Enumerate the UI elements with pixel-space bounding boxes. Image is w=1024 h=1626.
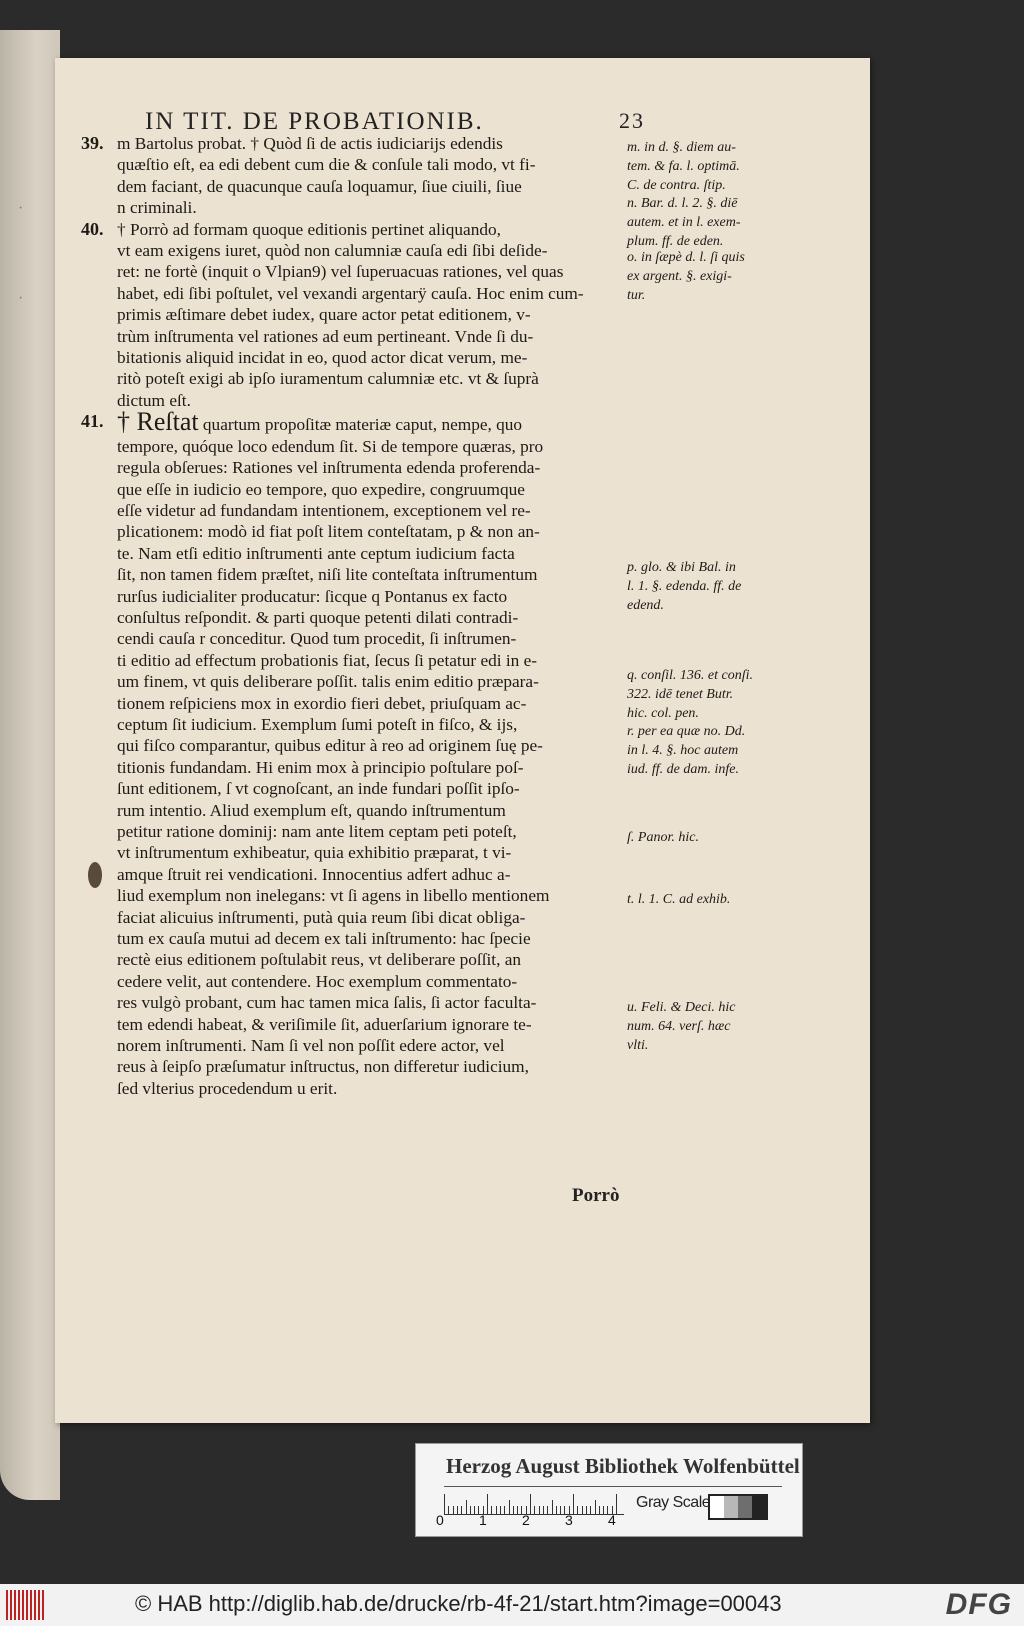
text-line (117, 714, 625, 735)
text-line (117, 628, 625, 649)
line-text: regula obſerues: Rationes vel inſtrumenta edenda proferenda- (117, 458, 541, 478)
line-text: primis æſtimare debet iudex, quare actor petat editionem, v- (117, 305, 531, 325)
text-line (117, 176, 625, 197)
ruler-tick (577, 1506, 578, 1514)
text-line (117, 842, 625, 863)
margin-note-line: t. l. 1. C. ad exhib. (627, 892, 731, 907)
margin-note (627, 194, 757, 251)
margin-note (627, 138, 757, 195)
margin-note-line: vlti. (627, 1038, 649, 1053)
margin-note-line: hic. col. pen. (627, 706, 699, 721)
margin-note-line: edend. (627, 598, 664, 613)
ruler-tick (573, 1494, 574, 1514)
gray-scale-swatch (708, 1494, 768, 1520)
ruler-tick (582, 1506, 583, 1514)
paragraph-number: 40. (81, 218, 104, 239)
ruler-tick (448, 1506, 449, 1514)
text-line (117, 197, 625, 218)
line-text: te. Nam etſi editio inſtrumenti ante ceptum iudicium facta (117, 543, 515, 563)
margin-note-line: num. 64. verſ. hæc (627, 1019, 731, 1034)
paragraph-number: 39. (81, 133, 104, 153)
lead-word: † Reſtat (117, 407, 199, 437)
margin-note-line: ſ. Panor. hic. (627, 830, 699, 845)
ruler-tick (616, 1494, 617, 1514)
ruler-tick (453, 1506, 454, 1514)
line-text: ſit, non tamen fidem præſtet, niſi lite conteſtata inſtrumentum (117, 565, 538, 585)
text-line (117, 586, 625, 607)
viewer-footer (0, 1584, 1024, 1626)
text-line (117, 1078, 625, 1099)
text-line (117, 992, 625, 1013)
line-text: tionem reſpiciens mox in exordio fieri debet, priuſquam ac- (117, 693, 527, 713)
text-line (117, 864, 625, 885)
ruler-tick (444, 1494, 445, 1514)
text-line (117, 347, 625, 368)
ruler-number: 2 (522, 1512, 530, 1528)
margin-note (627, 666, 757, 723)
ruler-tick (534, 1506, 535, 1514)
ruler-tick (513, 1506, 514, 1514)
text-line (117, 368, 625, 389)
margin-note-line: n. Bar. d. l. 2. §. diē (627, 196, 738, 211)
ruler-tick (595, 1500, 596, 1514)
margin-note (627, 890, 757, 909)
line-text: quæſtio eſt, ea edi debent cum die & conſule tali modo, vt fi- (117, 155, 536, 175)
catchword: Porrò (572, 1185, 620, 1206)
margin-note-line: p. glo. & ibi Bal. in (627, 560, 736, 575)
text-line (117, 907, 625, 928)
ruler-tick (500, 1506, 501, 1514)
line-text: n criminali. (117, 198, 197, 218)
text-line (117, 154, 625, 175)
ruler-tick (517, 1506, 518, 1514)
running-head-title: IN TIT. DE PROBATIONIB. (145, 108, 484, 135)
text-line (117, 457, 625, 478)
ruler-tick (530, 1494, 531, 1514)
margin-note-line: autem. et in l. exem- (627, 215, 741, 230)
facing-page-mark: · (18, 200, 24, 217)
margin-note-line: tem. & fa. l. optimā. (627, 159, 740, 174)
line-text: rectè eius editionem poſtulabit reus, vt deliberare poſſit, an (117, 950, 522, 970)
line-text: rurſus iudicialiter producatur: ſicque q Pontanus ex facto (117, 586, 508, 606)
text-line (117, 821, 625, 842)
text-line (117, 436, 625, 457)
text-line (117, 778, 625, 799)
line-text: ritò poteſt exigi ab ipſo iuramentum calumniæ etc. vt & ſuprà (117, 369, 539, 389)
margin-note-line: iud. ff. de dam. infe. (627, 762, 739, 777)
text-line (117, 564, 625, 585)
ruler-tick (457, 1506, 458, 1514)
line-text: conſultus reſpondit. & parti quoque petenti dilati contradi- (117, 607, 519, 627)
line-text: petitur ratione dominij: nam ante litem ceptam peti poteſt, (117, 822, 517, 841)
margin-note-line: o. in ſæpè d. l. ſi quis (627, 250, 745, 265)
margin-note-line: ex argent. §. exigi- (627, 269, 732, 284)
ruler-number: 1 (479, 1512, 487, 1528)
running-head (145, 108, 645, 136)
line-text: plicationem: modò id fiat poſt litem conteſtatam, p & non an- (117, 522, 540, 542)
text-line (117, 543, 625, 564)
line-text: cedere velit, aut contendere. Hoc exemplum commentato- (117, 971, 518, 991)
text-line (117, 261, 625, 282)
main-text-column (81, 133, 625, 1099)
ruler-tick (461, 1506, 462, 1514)
line-text: m Bartolus probat. † Quòd ſi de actis iudiciarijs edendis (117, 134, 503, 153)
paragraph (81, 407, 625, 1099)
scale-ruler (444, 1492, 624, 1515)
text-line (117, 650, 625, 671)
ruler-tick (474, 1506, 475, 1514)
gray-swatch-cell (710, 1496, 724, 1518)
ruler-number: 0 (436, 1512, 444, 1528)
ruler-tick (547, 1506, 548, 1514)
text-line (117, 1056, 625, 1077)
line-text: trùm inſtrumenta vel rationes ad eum pertineant. Vnde ſi du- (117, 326, 534, 346)
ruler-tick (539, 1506, 540, 1514)
margin-note-line: r. per ea quæ no. Dd. (627, 724, 746, 739)
line-text: vt inſtrumentum exhibeatur, quia exhibitio præparat, t vi- (117, 843, 512, 863)
text-line (117, 800, 625, 821)
text-line (117, 479, 625, 500)
ruler-number: 3 (565, 1512, 573, 1528)
dfg-logo: DFG (945, 1588, 1012, 1621)
facing-page-mark: · (18, 290, 24, 307)
page-number: 23 (619, 108, 645, 133)
ink-blot (88, 862, 102, 888)
ruler-tick (509, 1500, 510, 1514)
margin-note (627, 722, 757, 779)
gray-scale-label: Gray Scale (636, 1494, 711, 1511)
text-line (117, 671, 625, 692)
ruler-tick (543, 1506, 544, 1514)
margin-note-line: tur. (627, 288, 646, 303)
text-line (117, 885, 625, 906)
line-text: ret: ne fortè (inquit o Vlpian9) vel ſuperuacuas rationes, vel quas (117, 262, 564, 282)
gray-swatch-cell (724, 1496, 738, 1518)
margin-note-line: q. conſil. 136. et conſi. (627, 668, 753, 683)
ruler-tick (599, 1506, 600, 1514)
text-line (117, 735, 625, 756)
margin-note-line: C. de contra. ſtip. (627, 178, 726, 193)
ruler-tick (504, 1506, 505, 1514)
line-text: eſſe videtur ad fundandam intentionem, exceptionem vel re- (117, 500, 531, 520)
line-text: amque ſtruit rei vendicationi. Innocentius adfert adhuc a- (117, 864, 511, 884)
margin-note-line: 322. idē tenet Butr. (627, 687, 734, 702)
line-text: habet, edi ſibi poſtulet, vel vexandi argentarÿ cauſa. Hoc enim cum- (117, 283, 584, 303)
ruler-tick (586, 1506, 587, 1514)
ruler-tick (496, 1506, 497, 1514)
text-line (117, 521, 625, 542)
line-text: reus à ſeipſo præſumatur inſtructus, non differetur iudicium, (117, 1057, 529, 1077)
margin-note-line: u. Feli. & Deci. hic (627, 1000, 736, 1015)
text-line (117, 283, 625, 304)
hab-logo-icon (6, 1590, 44, 1620)
margin-note-line: m. in d. §. diem au- (627, 140, 736, 155)
line-text: que eſſe in iudicio eo tempore, quo expedire, congruumque (117, 479, 525, 499)
line-text: vt eam exigens iuret, quòd non calumniæ cauſa edi ſibi deſide- (117, 241, 548, 261)
line-text: tum ex cauſa mutui ad decem ex tali inſtrumento: hac ſpecie (117, 929, 531, 949)
source-url-link[interactable]: © HAB http://diglib.hab.de/drucke/rb-4f-21/start.htm?image=00043 (135, 1591, 782, 1616)
margin-note (627, 248, 757, 305)
gray-swatch-cell (752, 1496, 766, 1518)
text-line (117, 693, 625, 714)
line-text: ſunt editionem, ſ vt cognoſcant, an inde fundari poſſit ipſo- (117, 779, 520, 799)
paragraph (81, 133, 625, 219)
paragraph-number: 41. (81, 411, 104, 432)
line-text: dem faciant, de quacunque cauſa loquamur, ſiue ciuili, ſiue (117, 176, 522, 196)
ruler-tick (491, 1506, 492, 1514)
text-line (117, 326, 625, 347)
ruler-tick (560, 1506, 561, 1514)
card-divider (444, 1486, 782, 1487)
margin-note-line: l. 1. §. edenda. ff. de (627, 579, 742, 594)
line-text: ti editio ad effectum probationis fiat, ſecus ſi petatur edi in e- (117, 650, 538, 670)
text-line (117, 1035, 625, 1056)
ruler-number: 4 (608, 1512, 616, 1528)
margin-note (627, 558, 757, 615)
gray-swatch-cell (738, 1496, 752, 1518)
line-text: qui fiſco comparantur, quibus editur à reo ad originem ſuę pe- (117, 736, 543, 756)
text-line (117, 500, 625, 521)
ruler-tick (552, 1500, 553, 1514)
text-line (117, 928, 625, 949)
line-text: liud exemplum non inelegans: vt ſi agens in libello mentionem (117, 886, 550, 906)
ruler-tick (603, 1506, 604, 1514)
margin-note (627, 828, 757, 847)
line-text: † Porrò ad formam quoque editionis pertinet aliquando, (117, 219, 501, 239)
line-text: rum intentio. Aliud exemplum eſt, quando inſtrumentum (117, 800, 506, 820)
text-line (117, 407, 625, 437)
library-name: Herzog August Bibliothek Wolfenbüttel (446, 1454, 800, 1478)
margin-note-line: in l. 4. §. hoc autem (627, 743, 739, 758)
line-text: bitationis aliquid incidat in eo, quod actor dicat verum, me- (117, 348, 528, 368)
ruler-tick (590, 1506, 591, 1514)
line-text: tempore, quóque loco edendum ſit. Si de tempore quæras, pro (117, 436, 544, 456)
text-line (117, 240, 625, 261)
ruler-tick (487, 1494, 488, 1514)
line-text: faciat alicuius inſtrumenti, putà quia reum ſibi dicat obliga- (117, 907, 526, 927)
library-color-card (415, 1443, 803, 1537)
line-text: ceptum ſit iudicium. Exemplum ſumi poteſt in fiſco, & ijs, (117, 714, 518, 734)
text-line (117, 757, 625, 778)
margin-note (627, 998, 757, 1055)
text-line (117, 133, 625, 154)
text-line (117, 1014, 625, 1035)
line-text: ſed vlterius procedendum u erit. (117, 1078, 338, 1098)
line-text: cendi cauſa r conceditur. Quod tum procedit, ſi inſtrumen- (117, 629, 517, 649)
text-line (117, 304, 625, 325)
line-text: titionis fundandam. Hi enim mox à principio poſtulare poſ- (117, 757, 524, 777)
text-line (117, 971, 625, 992)
ruler-tick (556, 1506, 557, 1514)
margin-note-line: plum. ff. de eden. (627, 234, 724, 249)
line-text: quartum propoſitæ materiæ caput, nempe, quo (198, 415, 523, 435)
text-line (117, 949, 625, 970)
line-text: tem edendi habeat, & veriſimile ſit, aduerſarium ignorare te- (117, 1014, 532, 1034)
facing-page-edge (0, 30, 60, 1500)
line-text: res vulgò probant, cum hac tamen mica ſalis, ſi actor faculta- (117, 993, 537, 1013)
text-line (117, 219, 625, 240)
paragraph (81, 218, 625, 412)
text-line (117, 607, 625, 628)
line-text: norem inſtrumenti. Nam ſi vel non poſſit edere actor, vel (117, 1036, 505, 1056)
line-text: um finem, vt quis deliberare poſſit. talis enim editio præpara- (117, 672, 539, 692)
ruler-tick (466, 1500, 467, 1514)
ruler-tick (470, 1506, 471, 1514)
line-text: dictum eſt. (117, 390, 191, 410)
